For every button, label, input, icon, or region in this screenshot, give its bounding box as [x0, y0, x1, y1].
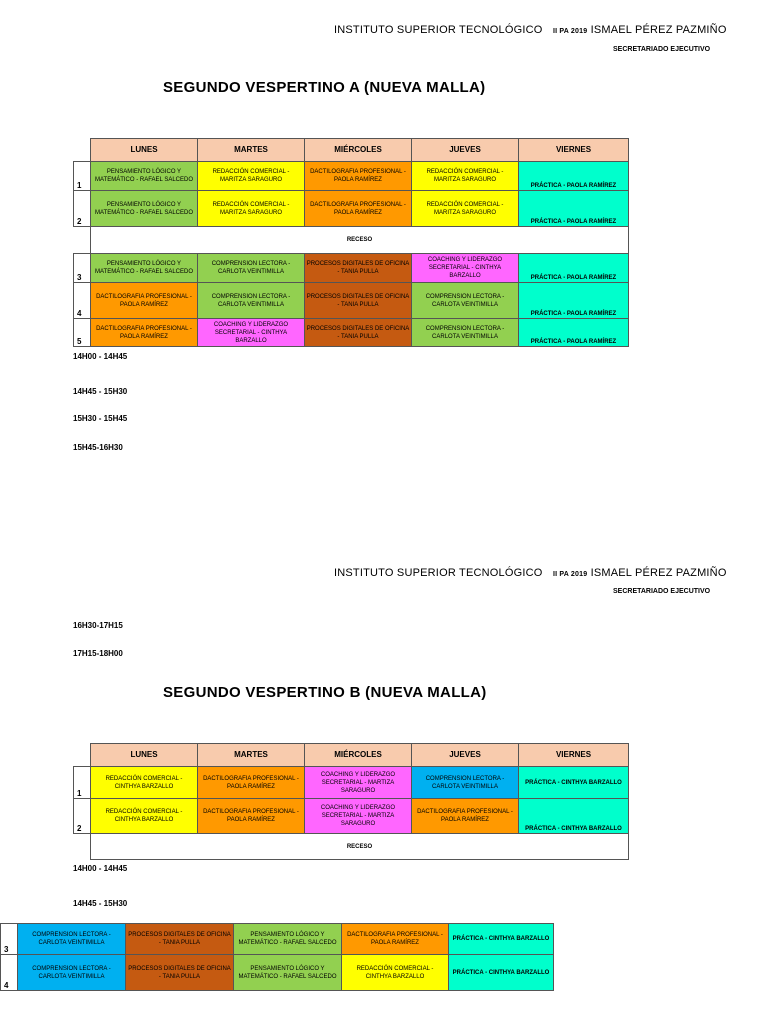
- class-cell: PRÁCTICA - PAOLA RAMÍREZ: [519, 254, 629, 283]
- time-slot: 16H30-17H15: [73, 621, 123, 630]
- class-cell: COMPRENSION LECTORA - CARLOTA VEINTIMILLA: [198, 254, 305, 283]
- class-cell: PROCESOS DIGITALES DE OFICINA - TANIA PULLA: [126, 924, 234, 955]
- day-header: LUNES: [91, 744, 198, 767]
- table-row: [74, 799, 629, 834]
- day-header: MARTES: [198, 744, 305, 767]
- table-row: [74, 283, 629, 319]
- period-number: 4: [74, 283, 91, 319]
- time-slot: 14H00 - 14H45: [73, 864, 128, 873]
- day-header: JUEVES: [412, 744, 519, 767]
- header-right: [553, 24, 727, 36]
- corner-cell: [74, 744, 91, 767]
- class-cell: PROCESOS DIGITALES DE OFICINA - TANIA PULLA: [126, 955, 234, 991]
- table-row: [74, 254, 629, 283]
- class-cell: DACTILOGRAFIA PROFESIONAL - PAOLA RAMÍREZ: [198, 767, 305, 799]
- table-row: [74, 191, 629, 227]
- day-header: MIÉRCOLES: [305, 744, 412, 767]
- class-cell: PENSAMIENTO LÓGICO Y MATEMÁTICO - RAFAEL SALCEDO: [91, 162, 198, 191]
- period-label: II PA 2019: [553, 28, 588, 35]
- class-cell: PENSAMIENTO LÓGICO Y MATEMÁTICO - RAFAEL SALCEDO: [234, 924, 342, 955]
- schedule-title-b: SEGUNDO VESPERTINO B (NUEVA MALLA): [163, 684, 487, 701]
- class-cell: DACTILOGRAFIA PROFESIONAL - PAOLA RAMÍREZ: [412, 799, 519, 834]
- time-slot: 14H45 - 15H30: [73, 899, 128, 908]
- table-row: [74, 162, 629, 191]
- class-cell: COACHING Y LIDERAZGO SECRETARIAL - CINTHYA BARZALLO: [412, 254, 519, 283]
- day-header: VIERNES: [519, 744, 629, 767]
- period-number: 1: [74, 767, 91, 799]
- corner-cell: [74, 139, 91, 162]
- class-cell: PENSAMIENTO LÓGICO Y MATEMÁTICO - RAFAEL SALCEDO: [91, 254, 198, 283]
- class-cell: REDACCIÓN COMERCIAL - MARITZA SARAGURO: [412, 162, 519, 191]
- class-cell: PENSAMIENTO LÓGICO Y MATEMÁTICO - RAFAEL SALCEDO: [234, 955, 342, 991]
- day-header: MARTES: [198, 139, 305, 162]
- receso-row: [74, 834, 629, 860]
- class-cell: PRÁCTICA - PAOLA RAMÍREZ: [519, 162, 629, 191]
- receso-row: [74, 227, 629, 254]
- period-number: 3: [1, 924, 18, 955]
- class-cell: PROCESOS DIGITALES DE OFICINA - TANIA PULLA: [305, 319, 412, 347]
- institute-name: INSTITUTO SUPERIOR TECNOLÓGICO: [334, 24, 543, 36]
- class-cell: PRÁCTICA - PAOLA RAMÍREZ: [519, 191, 629, 227]
- time-slot: 15H30 - 15H45: [73, 414, 128, 423]
- schedule-title-a: SEGUNDO VESPERTINO A (NUEVA MALLA): [163, 79, 486, 96]
- class-cell: DACTILOGRAFIA PROFESIONAL - PAOLA RAMÍREZ: [91, 283, 198, 319]
- period-number: 5: [74, 319, 91, 347]
- institute-name: INSTITUTO SUPERIOR TECNOLÓGICO: [334, 567, 543, 579]
- day-header: VIERNES: [519, 139, 629, 162]
- class-cell: COMPRENSION LECTORA - CARLOTA VEINTIMILLA: [412, 283, 519, 319]
- day-header-row: [74, 139, 629, 162]
- period-number: 1: [74, 162, 91, 191]
- class-cell: COMPRENSION LECTORA - CARLOTA VEINTIMILLA: [18, 924, 126, 955]
- class-cell: DACTILOGRAFIA PROFESIONAL - PAOLA RAMÍREZ: [91, 319, 198, 347]
- time-slot: 17H15-18H00: [73, 649, 123, 658]
- period-number: 4: [1, 955, 18, 991]
- day-header: LUNES: [91, 139, 198, 162]
- schedule-table-b: [73, 743, 629, 860]
- class-cell: PRÁCTICA - CINTHYA BARZALLO: [519, 767, 629, 799]
- class-cell: PROCESOS DIGITALES DE OFICINA - TANIA PULLA: [305, 254, 412, 283]
- class-cell: PRÁCTICA - CINTHYA BARZALLO: [449, 955, 554, 991]
- class-cell: COMPRENSION LECTORA - CARLOTA VEINTIMILLA: [18, 955, 126, 991]
- day-header-row: [74, 744, 629, 767]
- table-row: [74, 767, 629, 799]
- blank-cell: [74, 227, 91, 254]
- class-cell: PRÁCTICA - CINTHYA BARZALLO: [449, 924, 554, 955]
- class-cell: COACHING Y LIDERAZGO SECRETARIAL - CINTHYA BARZALLO: [198, 319, 305, 347]
- time-slot: 15H45-16H30: [73, 443, 123, 452]
- class-cell: REDACCIÓN COMERCIAL - MARITZA SARAGURO: [412, 191, 519, 227]
- period-number: 2: [74, 799, 91, 834]
- period-number: 3: [74, 254, 91, 283]
- day-header: MIÉRCOLES: [305, 139, 412, 162]
- class-cell: COMPRENSION LECTORA - CARLOTA VEINTIMILLA: [412, 319, 519, 347]
- class-cell: REDACCIÓN COMERCIAL - CINTHYA BARZALLO: [342, 955, 449, 991]
- author-name: ISMAEL PÉREZ PAZMIÑO: [590, 567, 727, 579]
- class-cell: COACHING Y LIDERAZGO SECRETARIAL - MARTIZA SARAGURO: [305, 767, 412, 799]
- class-cell: DACTILOGRAFIA PROFESIONAL - PAOLA RAMÍREZ: [305, 191, 412, 227]
- time-slot: 14H00 - 14H45: [73, 352, 128, 361]
- class-cell: PRÁCTICA - PAOLA RAMÍREZ: [519, 319, 629, 347]
- schedule-table-b-continued: [0, 923, 554, 991]
- receso-cell: RECESO: [91, 834, 629, 860]
- period-number: 2: [74, 191, 91, 227]
- class-cell: DACTILOGRAFIA PROFESIONAL - PAOLA RAMÍREZ: [305, 162, 412, 191]
- header-right: [553, 567, 727, 579]
- table-row: [74, 319, 629, 347]
- day-header: JUEVES: [412, 139, 519, 162]
- class-cell: DACTILOGRAFIA PROFESIONAL - PAOLA RAMÍREZ: [342, 924, 449, 955]
- table-row: [1, 955, 554, 991]
- schedule-table-a: [73, 138, 629, 347]
- class-cell: COMPRENSION LECTORA - CARLOTA VEINTIMILLA: [412, 767, 519, 799]
- class-cell: PENSAMIENTO LÓGICO Y MATEMÁTICO - RAFAEL SALCEDO: [91, 191, 198, 227]
- class-cell: COMPRENSION LECTORA - CARLOTA VEINTIMILLA: [198, 283, 305, 319]
- table-row: [1, 924, 554, 955]
- period-label: II PA 2019: [553, 571, 588, 578]
- class-cell: PROCESOS DIGITALES DE OFICINA - TANIA PULLA: [305, 283, 412, 319]
- receso-cell: RECESO: [91, 227, 629, 254]
- program-subtitle: SECRETARIADO EJECUTIVO: [613, 588, 711, 595]
- class-cell: DACTILOGRAFIA PROFESIONAL - PAOLA RAMÍREZ: [198, 799, 305, 834]
- program-subtitle: SECRETARIADO EJECUTIVO: [613, 46, 711, 53]
- class-cell: PRÁCTICA - PAOLA RAMÍREZ: [519, 283, 629, 319]
- class-cell: REDACCIÓN COMERCIAL - MARITZA SARAGURO: [198, 191, 305, 227]
- class-cell: COACHING Y LIDERAZGO SECRETARIAL - MARTIZA SARAGURO: [305, 799, 412, 834]
- class-cell: REDACCIÓN COMERCIAL - MARITZA SARAGURO: [198, 162, 305, 191]
- time-slot: 14H45 - 15H30: [73, 387, 128, 396]
- class-cell: REDACCIÓN COMERCIAL - CINTHYA BARZALLO: [91, 799, 198, 834]
- class-cell: PRÁCTICA - CINTHYA BARZALLO: [519, 799, 629, 834]
- class-cell: REDACCIÓN COMERCIAL - CINTHYA BARZALLO: [91, 767, 198, 799]
- blank-cell: [74, 834, 91, 860]
- author-name: ISMAEL PÉREZ PAZMIÑO: [590, 24, 727, 36]
